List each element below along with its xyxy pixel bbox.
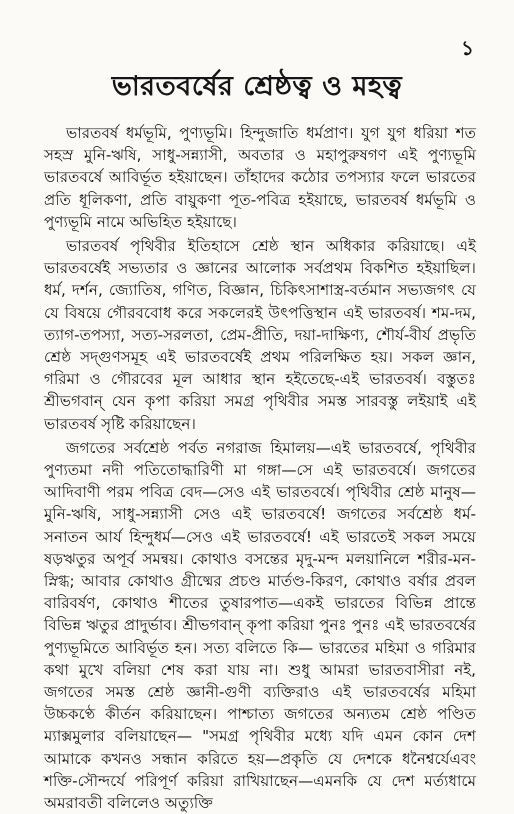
page-number: ১	[461, 36, 474, 60]
body-text	[44, 122, 476, 814]
paragraph-2: ভারতবর্ষ পৃথিবীর ইতিহাসে শ্রেষ্ঠ স্থান অধিকার করিয়াছে। এই ভারতবর্ষেই সভ্যতার ও জ্ঞানের আলোক সর্বপ্রথম বিকশিত হইয়াছিল। ধর্ম, দর্শন, জ্যোতিষ, গণিত, বিজ্ঞান, চিকিৎসাশাস্ত্র-বর্তমান সভ্যজগৎ যে যে বিষয়ে গৌরববোধ করে সকলেরই উৎপত্তিস্থান এই ভারতবর্ষ। শম-দম, ত্যাগ-তপস্যা, সত্য-সরলতা, প্রেম-প্রীতি, দয়া-দাক্ষিণ্য, শৌর্য-বীর্য প্রভৃতি শ্রেষ্ঠ সদ্গুণসমূহ এই ভারতবর্ষেই প্রথম পরিলক্ষিত হয়। সকল জ্ঞান, গরিমা ও গৌরবের মূল আধার স্থান হইতেছে-এই ভারতবর্ষ। বস্তুতঃ শ্রীভগবান্ যেন কৃপা করিয়া সমগ্র পৃথিবীর সমস্ত সারবস্তু লইয়াই এই ভারতবর্ষ সৃষ্টি করিয়াছেন।	[44, 237, 476, 433]
paragraph-1: ভারতবর্ষ ধর্মভূমি, পুণ্যভূমি। হিন্দুজাতি ধর্মপ্রাণ। যুগ যুগ ধরিয়া শত সহস্র মুনি-ঋষি, সাধু-সন্ন্যাসী, অবতার ও মহাপুরুষগণ এই পুণ্যভূমি ভারতবর্ষে আবির্ভূত হইয়াছেন। তাঁহাদের কঠোর তপস্যার ফলে ভারতের প্রতি ধূলিকণা, প্রতি বায়ুকণা পূত-পবিত্র হইয়াছে, ভারতবর্ষ ধর্মভূমি ও পুণ্যভূমি নামে অভিহিত হইয়াছে।	[44, 124, 476, 231]
paragraph-3: জগতের সর্বশ্রেষ্ঠ পর্বত নগরাজ হিমালয়—এই ভারতবর্ষে, পৃথিবীর পুণ্যতমা নদী পতিতোদ্ধারিণী মা গঙ্গা—সে এই ভারতবর্ষে। জগতের আদিবাণী পরম পবিত্র বেদ—সেও এই ভারতবর্ষে। পৃথিবীর শ্রেষ্ঠ মানুষ— মুনি-ঋষি, সাধু-সন্ন্যাসী সেও এই ভারতবর্ষে! জগতের সর্বশ্রেষ্ঠ ধর্ম-সনাতন আর্য হিন্দুধর্ম—সেও এই ভারতবর্ষে! এই ভারতেই সকল সময়ে ষড়ঋতুর অপূর্ব সমন্বয়। কোথাও বসন্তের মৃদু-মন্দ মলয়ানিলে শরীর-মন-স্নিগ্ধ; আবার কোথাও গ্রীষ্মের প্রচণ্ড মার্তণ্ড-কিরণ, কোথাও বর্ষার প্রবল বারিবর্ষণ, কোথাও শীতের তুষারপাত—একই ভারতের বিভিন্ন প্রান্তে বিভিন্ন ঋতুর প্রাদুর্ভাব। শ্রীভগবান্ কৃপা করিয়া পুনঃ পুনঃ এই ভারতবর্ষের পুণ্যভূমিতে আবির্ভূত হন। সত্য বলিতে কি— ভারতের মহিমা ও গরিমার কথা মুখে বলিয়া শেষ করা যায় না। শুধু আমরা ভারতবাসীরা নই, জগতের সমস্ত শ্রেষ্ঠ জ্ঞানী-গুণী ব্যক্তিরাও এই ভারতবর্ষের মহিমা উচ্চকণ্ঠে কীর্তন করিয়াছেন। পাশ্চাত্য জগতের অন্যতম শ্রেষ্ঠ পণ্ডিত ম্যাক্সমুলার বলিয়াছেন— "সমগ্র পৃথিবীর মধ্যে যদি এমন কোন দেশ আমাকে কখনও সন্ধান করিতে হয়—প্রকৃতি যে দেশকে ধনৈশ্বর্যেএবং শক্তি-সৌন্দর্যে পরিপূর্ণ করিয়া রাখিয়াছেন—এমনকি যে দেশ মর্ত্যধামে অমরাবতী বলিলেও অত্যুক্তি	[44, 438, 476, 813]
page-title: ভারতবর্ষের শ্রেষ্ঠত্ব ও মহত্ব	[111, 71, 403, 102]
